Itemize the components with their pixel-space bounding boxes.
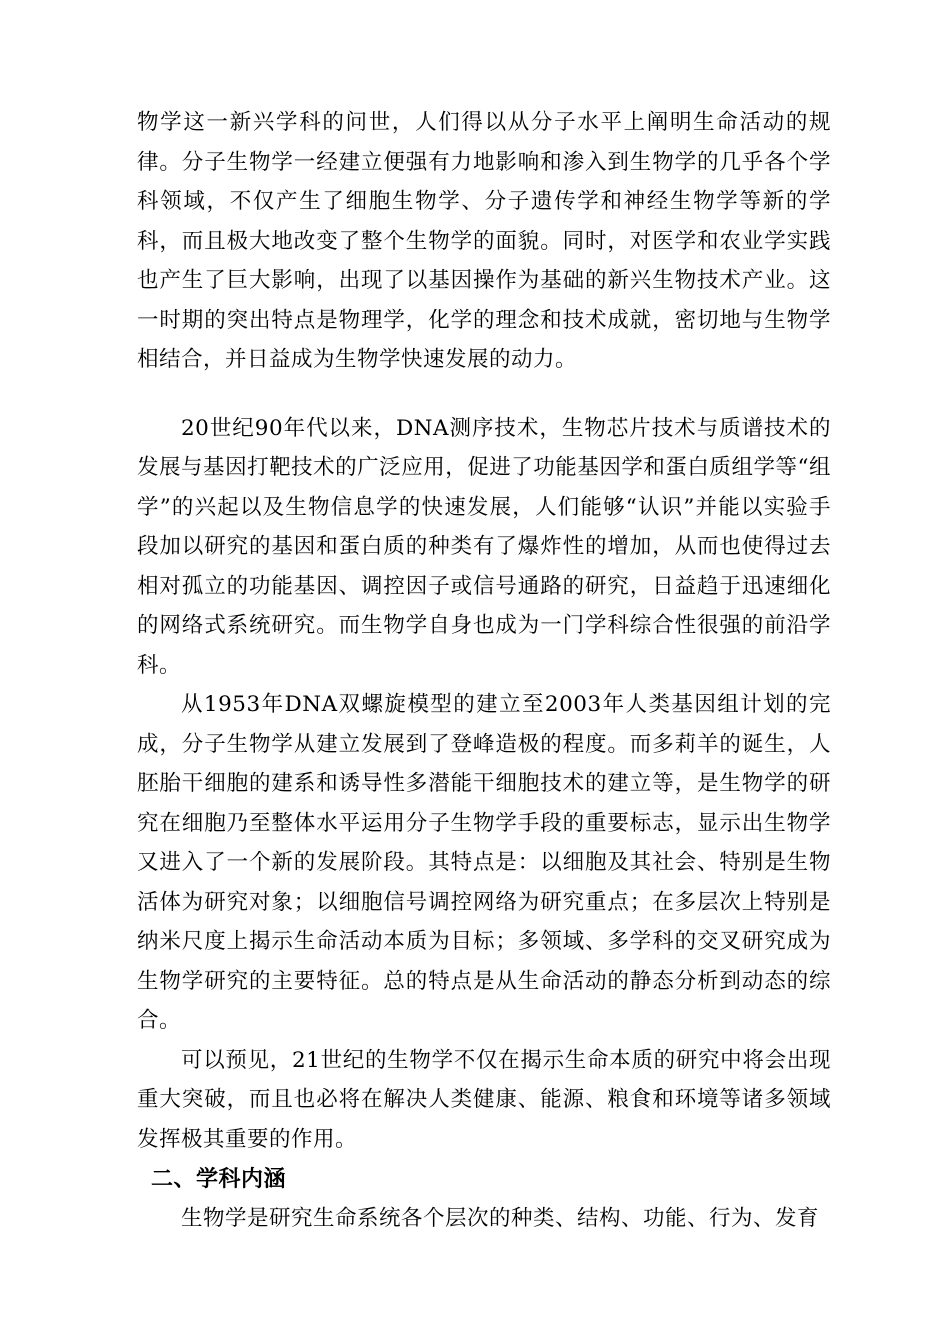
paragraph-dna-model: 从1953年DNA双螺旋模型的建立至2003年人类基因组计划的完成，分子生物学从建立发展到了登峰造极的程度。而多莉羊的诞生，人胚胎干细胞的建系和诱导性多潜能干细胞技术的建立等，是生物学的研究在细胞乃至整体水平运用分子生物学手段的重要标志，显示出生物学又进入了一个新的发展阶段。其特点是：以细胞及其社会、特别是生物活体为研究对象；以细胞信号调控网络为研究重点；在多层次上特别是纳米尺度上揭示生命活动本质为目标；多领域、多学科的交叉研究成为生物学研究的主要特征。总的特点是从生命活动的静态分析到动态的综合。 <box>137 692 831 1033</box>
paragraph-21st-century: 可以预见，21世纪的生物学不仅在揭示生命本质的研究中将会出现重大突破，而且也必将在解决人类健康、能源、粮食和环境等诸多领域发挥极其重要的作用。 <box>137 1047 831 1152</box>
paragraph-molecular-biology: 物学这一新兴学科的问世，人们得以从分子水平上阐明生命活动的规律。分子生物学一经建立便强有力地影响和渗入到生物学的几乎各个学科领域，不仅产生了细胞生物学、分子遗传学和神经生物学等新的学科，而且极大地改变了整个生物学的面貌。同时，对医学和农业学实践也产生了巨大影响，出现了以基因操作为基础的新兴生物技术产业。这一时期的突出特点是物理学，化学的理念和技术成就，密切地与生物学相结合，并日益成为生物学快速发展的动力。 <box>137 110 831 372</box>
paragraph-omics-era: 20世纪90年代以来，DNA测序技术，生物芯片技术与质谱技术的发展与基因打靶技术的广泛应用，促进了功能基因学和蛋白质组学等“组学”的兴起以及生物信息学的快速发展，人们能够“认识”并能以实验手段加以研究的基因和蛋白质的种类有了爆炸性的增加，从而也使得过去相对孤立的功能基因、调控因子或信号通路的研究，日益趋于迅速细化的网络式系统研究。而生物学自身也成为一门学科综合性很强的前沿学科。 <box>137 415 831 678</box>
document-page <box>137 103 831 1239</box>
paragraph-discipline-intro: 生物学是研究生命系统各个层次的种类、结构、功能、行为、发育 <box>181 1206 820 1231</box>
section-heading: 二、学科内涵 <box>151 1167 287 1192</box>
